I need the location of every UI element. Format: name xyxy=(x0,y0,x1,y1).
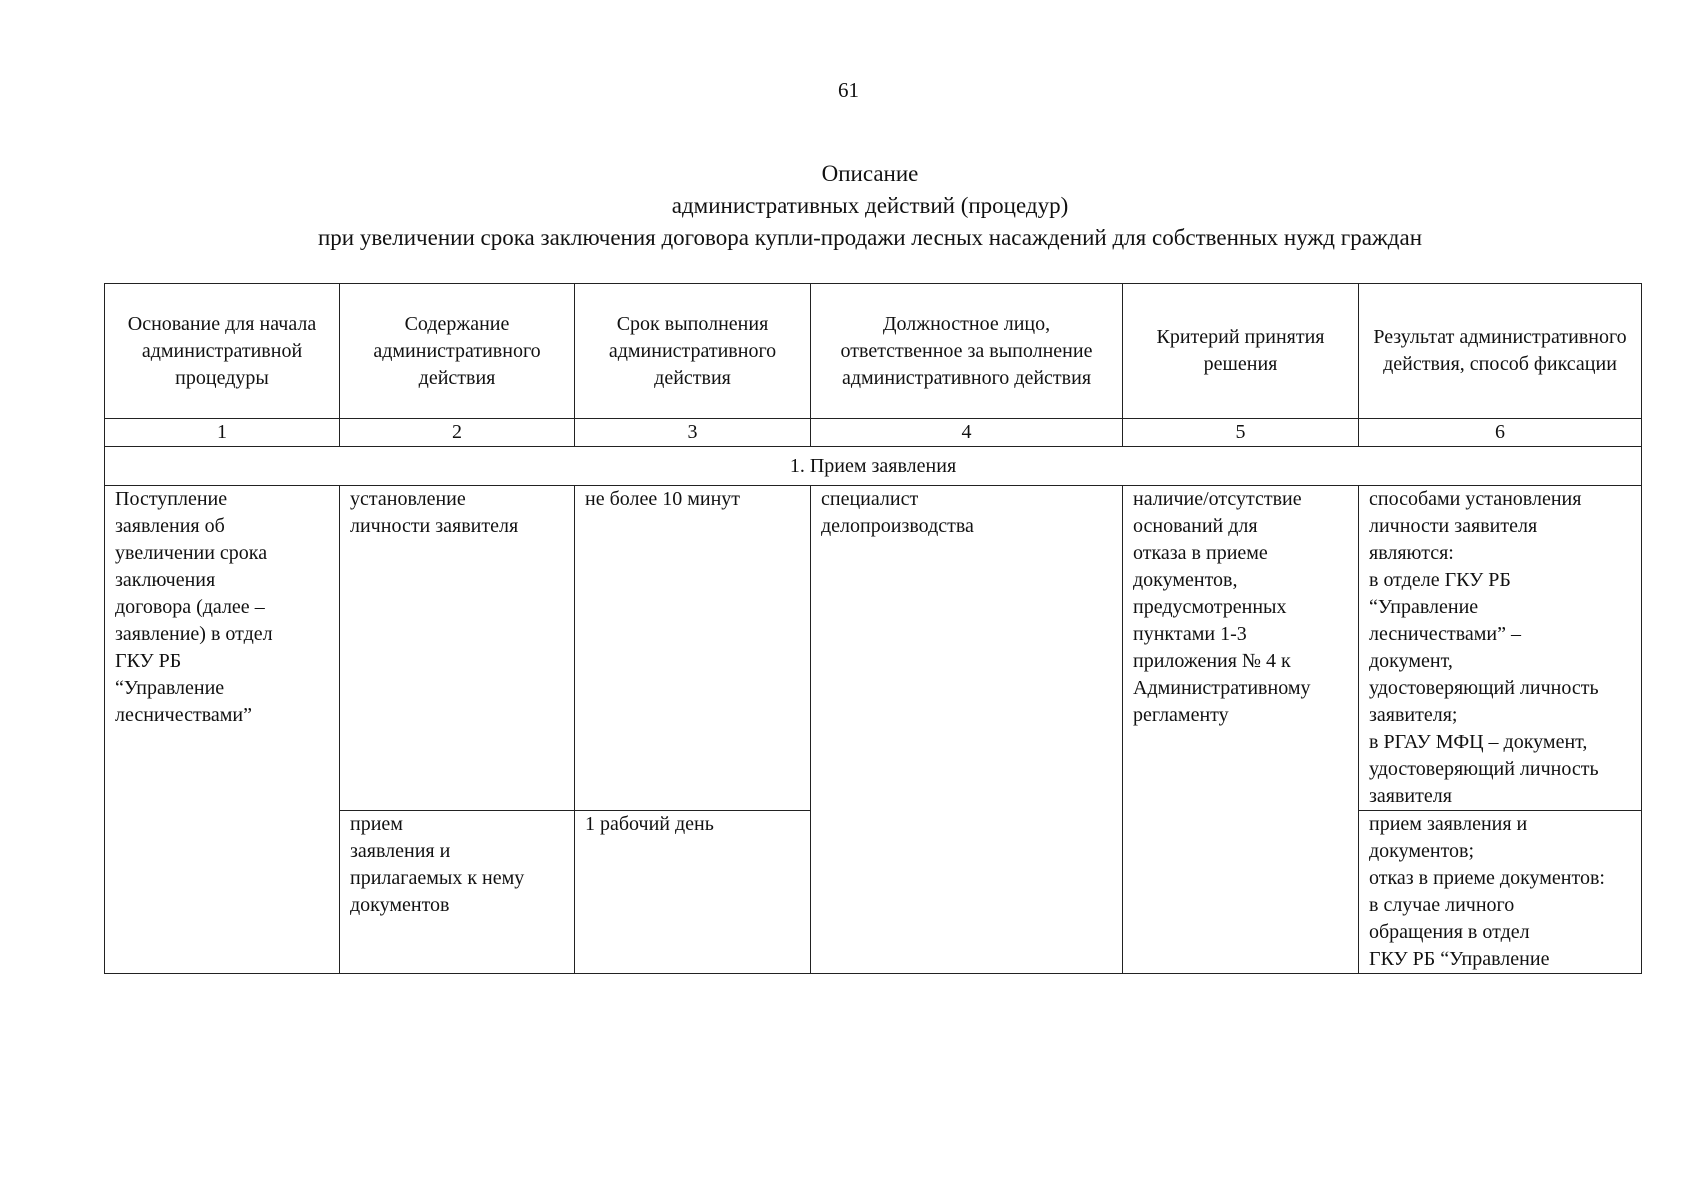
cell-criterion: наличие/отсутствие оснований для отказа в приеме документов, предусмотренных пунктами 1-3 приложения № 4 к Административному регламенту xyxy=(1123,486,1359,974)
table-header-row xyxy=(105,284,1642,419)
section-title: 1. Прием заявления xyxy=(105,447,1642,486)
cell-basis: Поступление заявления об увеличении срока заключения договора (далее – заявление) в отдел ГКУ РБ “Управление лесничествами” xyxy=(105,486,340,974)
column-number: 4 xyxy=(811,419,1123,447)
header-cell-basis: Основание для начала административной процедуры xyxy=(105,284,340,419)
column-number: 3 xyxy=(575,419,811,447)
cell-result: прием заявления и документов; отказ в приеме документов: в случае личного обращения в отдел ГКУ РБ “Управление xyxy=(1359,811,1642,974)
cell-result: способами установления личности заявителя являются: в отделе ГКУ РБ “Управление лесничествами” – документ, удостоверяющий личность заявителя; в РГАУ МФЦ – документ, удостоверяющий личность заявителя xyxy=(1359,486,1642,811)
cell-official: специалист делопроизводства xyxy=(811,486,1123,974)
document-title xyxy=(0,158,1697,254)
column-number-row xyxy=(105,419,1642,447)
title-line-3: при увеличении срока заключения договора купли-продажи лесных насаждений для собственных нужд граждан xyxy=(317,225,1423,250)
cell-content: прием заявления и прилагаемых к нему документов xyxy=(340,811,575,974)
page-number: 61 xyxy=(838,78,859,102)
table-row xyxy=(105,486,1642,811)
cell-term: не более 10 минут xyxy=(575,486,811,811)
header-cell-content: Содержание административного действия xyxy=(340,284,575,419)
column-number: 6 xyxy=(1359,419,1642,447)
cell-content: установление личности заявителя xyxy=(340,486,575,811)
section-row xyxy=(105,447,1642,486)
header-cell-result: Результат административного действия, способ фиксации xyxy=(1359,284,1642,419)
cell-term: 1 рабочий день xyxy=(575,811,811,974)
title-line-2: административных действий (процедур) xyxy=(671,193,1069,218)
column-number: 2 xyxy=(340,419,575,447)
title-line-1: Описание xyxy=(821,161,919,186)
procedures-table xyxy=(104,283,1642,974)
header-cell-term: Срок выполнения административного действия xyxy=(575,284,811,419)
column-number: 1 xyxy=(105,419,340,447)
header-cell-official: Должностное лицо, ответственное за выполнение административного действия xyxy=(811,284,1123,419)
column-number: 5 xyxy=(1123,419,1359,447)
header-cell-criterion: Критерий принятия решения xyxy=(1123,284,1359,419)
